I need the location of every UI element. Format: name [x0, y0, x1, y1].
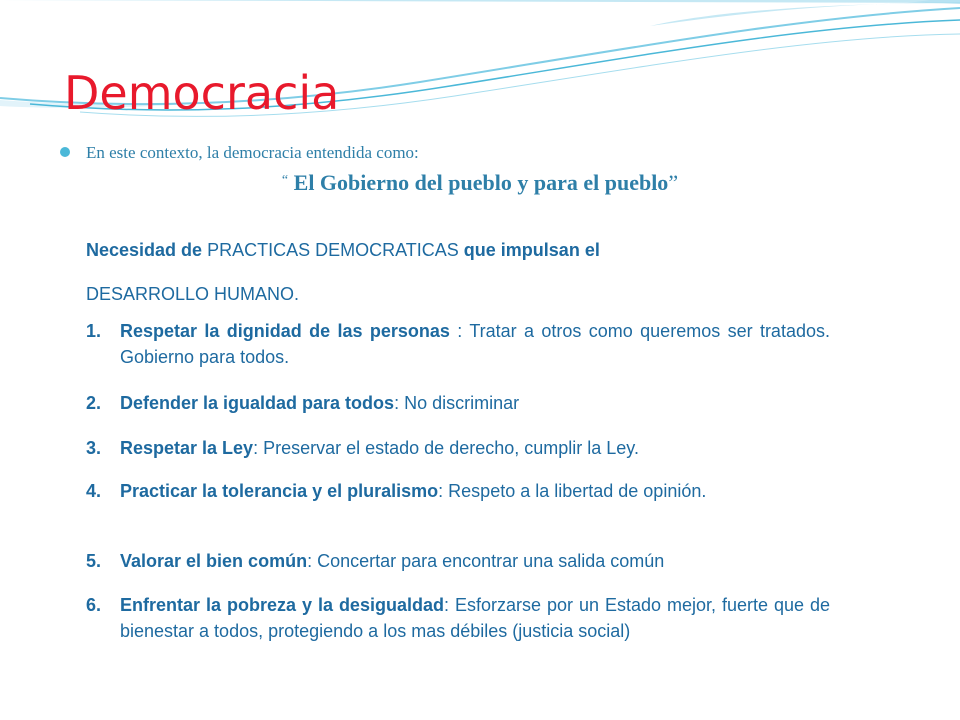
list-item-text	[120, 318, 830, 370]
list-item-number: 6.	[86, 595, 102, 615]
bullet-icon	[60, 147, 70, 157]
list-item-text	[120, 478, 830, 504]
list-item	[86, 435, 830, 461]
democracy-quote	[0, 170, 960, 196]
list-item-number: 2.	[86, 393, 102, 413]
list-item-description: No discriminar	[404, 393, 520, 413]
list-item-separator: :	[438, 481, 449, 501]
quote-open-mark: “	[281, 173, 289, 188]
quote-text: El Gobierno del pueblo y para el pueblo	[293, 170, 669, 195]
necesidad-caps-text: PRACTICAS DEMOCRATICAS	[207, 240, 459, 260]
list-item-label: Practicar la tolerancia y el pluralismo	[120, 481, 439, 501]
slide-title: Democracia	[64, 66, 340, 120]
list-item	[86, 478, 830, 504]
list-item-separator: :	[253, 438, 264, 458]
list-item-label: Valorar el bien común	[120, 551, 308, 571]
list-item-label: Respetar la Ley	[120, 438, 254, 458]
list-item-text	[120, 592, 830, 644]
necesidad-bold-text: Necesidad de	[86, 240, 203, 260]
necesidad-bold-text-2: que impulsan el	[463, 240, 600, 260]
intro-text: En este contexto, la democracia entendida como:	[86, 143, 419, 162]
list-item-number: 3.	[86, 438, 102, 458]
necesidad-line-1	[86, 228, 806, 272]
list-item-number: 5.	[86, 551, 102, 571]
list-item-separator: :	[307, 551, 318, 571]
list-item-description: Preservar el estado de derecho, cumplir la Ley.	[263, 438, 639, 458]
list-item-description: Respeto a la libertad de opinión.	[448, 481, 707, 501]
list-item-label: Respetar la dignidad de las personas	[120, 321, 450, 341]
quote-close-mark: ”	[668, 170, 679, 195]
list-item	[86, 390, 830, 416]
list-item-label: Enfrentar la pobreza y la desigualdad	[120, 595, 444, 615]
list-item-number: 1.	[86, 321, 102, 341]
necesidad-paragraph	[86, 228, 806, 316]
list-item	[86, 318, 830, 370]
list-item-separator: :	[449, 321, 470, 341]
list-item	[86, 592, 830, 644]
list-item-description: Tratar a otros como queremos ser tratados. Gobierno para todos.	[120, 321, 830, 367]
list-item-description: Concertar para encontrar una salida común	[317, 551, 665, 571]
intro-bullet-line	[60, 143, 419, 163]
list-item-label: Defender la igualdad para todos	[120, 393, 395, 413]
list-item-text	[120, 548, 830, 574]
necesidad-line-2: DESARROLLO HUMANO.	[86, 284, 300, 304]
list-item-text	[120, 435, 830, 461]
list-item-number: 4.	[86, 481, 102, 501]
list-item-description: Esforzarse por un Estado mejor, fuerte que de bienestar a todos, protegiendo a los mas débiles (justicia social)	[120, 595, 830, 641]
list-item-separator: :	[443, 595, 455, 615]
list-item-separator: :	[394, 393, 405, 413]
list-item	[86, 548, 830, 574]
list-item-text	[120, 390, 830, 416]
